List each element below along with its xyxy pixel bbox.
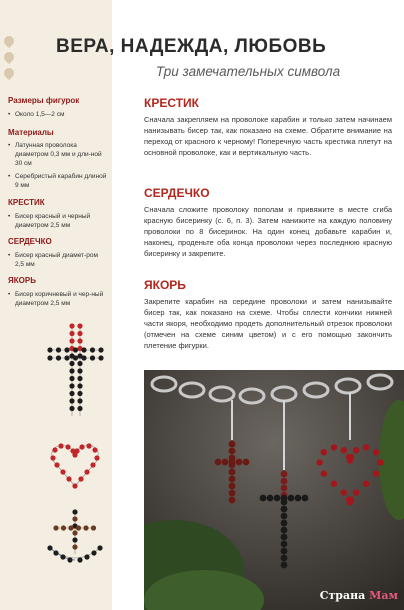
bead <box>72 516 77 521</box>
bead <box>321 470 327 476</box>
anchor-diagram <box>44 508 106 568</box>
bead <box>69 406 74 411</box>
bead <box>281 548 288 555</box>
bead <box>69 391 74 396</box>
bead <box>229 469 236 476</box>
bead <box>236 459 243 466</box>
bead <box>98 347 103 352</box>
bead <box>64 355 69 360</box>
bead <box>60 554 65 559</box>
bead <box>53 525 58 530</box>
bead <box>90 347 95 352</box>
jewelry-photo <box>144 370 404 610</box>
bead <box>346 454 352 460</box>
bead <box>92 447 97 452</box>
bead <box>346 496 352 502</box>
bead <box>229 476 236 483</box>
bead <box>281 562 288 569</box>
bead <box>77 406 82 411</box>
sizes-heading: Размеры фигурок <box>8 96 80 105</box>
bead <box>77 376 82 381</box>
bead <box>281 527 288 534</box>
bead <box>47 355 52 360</box>
decor-leaves-icon <box>4 36 18 84</box>
bead <box>321 449 327 455</box>
bead <box>77 383 82 388</box>
cross-text: Сначала закрепляем на проволоке карабин и только затем начинаем нанизывать бисер так, как показано на схеме. Обратите внимание на переход от красного к черному! Поперечную часть крестика плетут на основной проволоке, как и вертикальную часть. <box>144 115 392 157</box>
bead <box>67 557 72 562</box>
sidebar <box>0 0 112 610</box>
anchor-materials-item: • Бисер коричневый и чер-ный диаметром 2,5 мм <box>8 291 104 307</box>
bead <box>56 355 61 360</box>
bead <box>73 355 78 360</box>
bead <box>229 459 236 466</box>
bead <box>341 447 347 453</box>
bead <box>79 444 84 449</box>
bead <box>274 495 281 502</box>
bead <box>69 331 74 336</box>
bead <box>72 509 77 514</box>
bead <box>58 443 63 448</box>
bead <box>52 447 57 452</box>
bead <box>363 444 369 450</box>
heart-materials-item: • Бисер красный диамет-ром 2,5 мм <box>8 252 98 268</box>
bead <box>76 525 81 530</box>
heart-materials-heading: СЕРДЕЧКО <box>8 237 52 246</box>
bead <box>98 355 103 360</box>
bead <box>229 490 236 497</box>
anchor-heading: ЯКОРЬ <box>144 278 186 292</box>
bead <box>281 513 288 520</box>
bead <box>69 368 74 373</box>
bead <box>222 459 229 466</box>
bead <box>229 441 236 448</box>
bead <box>72 530 77 535</box>
cross-diagram <box>44 320 108 420</box>
bead <box>377 459 383 465</box>
bead <box>65 444 70 449</box>
bead <box>97 545 102 550</box>
bead <box>281 495 288 502</box>
bead <box>54 462 59 467</box>
heart-text: Сначала сложите проволоку пополам и привяжите в месте сгиба красную бисеринку (с. 6, п. 3). Затем нанижите на каждую половину проволоки по 8 бисеринок. На один конец добавьте карабин и, наконец, проденьте оба конца проволоки через последнюю красную бисеринку и закрепите. <box>144 205 392 258</box>
bead <box>69 323 74 328</box>
bead <box>281 534 288 541</box>
bead <box>302 495 309 502</box>
bead <box>69 383 74 388</box>
bead <box>78 476 83 481</box>
bead <box>77 331 82 336</box>
materials-item-clasp: • Серебристый карабин длиной 9 мм <box>8 173 107 189</box>
bead <box>243 459 250 466</box>
heart-heading: СЕРДЕЧКО <box>144 186 210 200</box>
bead <box>295 495 302 502</box>
bead <box>281 520 288 527</box>
bead <box>81 355 86 360</box>
materials-heading: Материалы <box>8 128 54 137</box>
bead <box>47 545 52 550</box>
cross-heading: КРЕСТИК <box>144 96 199 110</box>
bead <box>60 469 65 474</box>
bead <box>83 525 88 530</box>
bead <box>215 459 222 466</box>
bead <box>84 469 89 474</box>
anchor-materials-heading: ЯКОРЬ <box>8 276 36 285</box>
bead <box>91 525 96 530</box>
bead <box>69 398 74 403</box>
bead <box>91 550 96 555</box>
bead <box>47 347 52 352</box>
page-subtitle: Три замечательных символа <box>155 64 341 79</box>
bead <box>90 355 95 360</box>
bead <box>69 376 74 381</box>
bead <box>373 449 379 455</box>
page-title: ВЕРА, НАДЕЖДА, ЛЮБОВЬ <box>56 36 327 57</box>
heart-diagram <box>46 438 104 492</box>
bead <box>72 537 77 542</box>
bead <box>281 506 288 513</box>
bead <box>64 347 69 352</box>
bead <box>353 489 359 495</box>
bead <box>77 398 82 403</box>
bead <box>281 471 288 478</box>
bead <box>90 462 95 467</box>
bead <box>50 455 55 460</box>
watermark-logo: Страна Мам <box>319 589 398 602</box>
bead <box>288 495 295 502</box>
bead <box>267 495 274 502</box>
sizes-item: • Около 1,5—2 см <box>8 111 65 118</box>
bead <box>77 368 82 373</box>
bead <box>66 476 71 481</box>
bead <box>281 541 288 548</box>
bead <box>260 495 267 502</box>
bead <box>281 478 288 485</box>
bead <box>77 557 82 562</box>
bead <box>56 347 61 352</box>
bead <box>69 361 74 366</box>
materials-item-wire: • Латунная проволока диаметром 0,3 мм и дли-ной 30 см <box>8 142 102 167</box>
bead <box>94 455 99 460</box>
cross-materials-heading: КРЕСТИК <box>8 198 45 207</box>
bead <box>229 497 236 504</box>
bead <box>77 391 82 396</box>
bead <box>68 525 73 530</box>
bead <box>353 447 359 453</box>
bead <box>331 480 337 486</box>
bead <box>53 550 58 555</box>
bead <box>281 485 288 492</box>
bead <box>61 525 66 530</box>
bead <box>86 443 91 448</box>
bead <box>363 480 369 486</box>
bead <box>229 448 236 455</box>
bead <box>373 470 379 476</box>
bead <box>72 544 77 549</box>
anchor-text: Закрепите карабин на середине проволоки и затем нанизывайте бисер так, как показано на схеме. Чтобы сплести кончики нижней части якоря, необходимо продеть дополнительный отрезок проволоки (отмечен на схеме синим цветом) и с его помощью закончить плетение фигурки. <box>144 297 392 350</box>
bead <box>74 448 79 453</box>
bead <box>316 459 322 465</box>
bead <box>281 555 288 562</box>
bead <box>81 347 86 352</box>
bead <box>77 338 82 343</box>
bead <box>73 347 78 352</box>
bead <box>229 483 236 490</box>
cross-materials-item: • Бисер красный и черный диаметром 2,5 мм <box>8 213 91 229</box>
bead <box>77 323 82 328</box>
bead <box>72 483 77 488</box>
bead <box>77 361 82 366</box>
bead <box>331 444 337 450</box>
bead <box>341 489 347 495</box>
bead <box>69 338 74 343</box>
bead <box>84 554 89 559</box>
